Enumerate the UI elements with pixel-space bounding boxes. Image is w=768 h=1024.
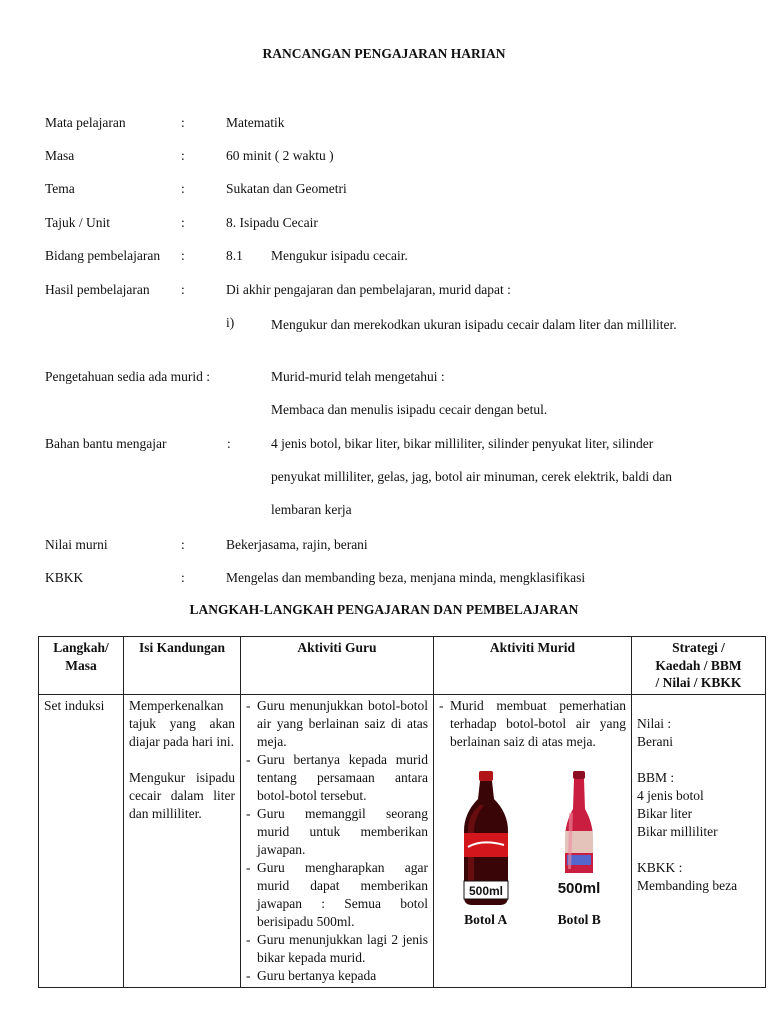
- bottle-b-image: [551, 769, 607, 909]
- prior-intro: Murid-murid telah mengetahui :: [271, 369, 445, 384]
- header-teacher: Aktiviti Guru: [241, 637, 434, 695]
- area-text: Mengukur isipadu cecair.: [271, 248, 408, 263]
- colon: :: [181, 181, 185, 196]
- bottle-a-image: [458, 769, 514, 909]
- student-activity: - Murid membuat pemerhatian terhadap botol-botol air yang berlainan saiz di atas meja.: [439, 697, 626, 751]
- bottle-a-label: 500ml: [468, 883, 503, 898]
- teacher-activity: - Guru bertanya kepada: [246, 967, 428, 985]
- subject-value: Matematik: [226, 115, 285, 130]
- bottle-a-caption: Botol A: [464, 911, 508, 927]
- teacher-activity: - Guru menunjukkan botol-botol air yang berlainan saiz di atas meja.: [246, 697, 428, 751]
- outcome-item-text: Mengukur dan merekodkan ukuran isipadu cecair dalam liter dan milliliter.: [271, 317, 677, 332]
- strategy-kbkk-value: Membanding beza: [637, 877, 738, 893]
- cell-student: [434, 694, 632, 987]
- info-materials-2: [45, 469, 735, 489]
- info-area: [45, 248, 735, 268]
- theme-value: Sukatan dan Geometri: [226, 181, 347, 196]
- info-unit: [45, 215, 735, 235]
- info-outcome: [45, 282, 735, 302]
- outcome-item-number: i): [226, 315, 235, 330]
- values-value: Bekerjasama, rajin, berani: [226, 537, 368, 552]
- cell-step: Set induksi: [39, 694, 124, 987]
- strategy-bbm-label: BBM :: [637, 769, 675, 785]
- materials-line-3: lembaran kerja: [271, 502, 352, 517]
- outcome-text: Di akhir pengajaran dan pembelajaran, murid dapat :: [226, 282, 511, 297]
- bottle-b-caption: Botol B: [557, 911, 601, 927]
- info-materials-3: [45, 502, 735, 522]
- header-content: Isi Kandungan: [124, 637, 241, 695]
- colon: :: [181, 570, 185, 585]
- info-theme: [45, 181, 735, 201]
- teacher-activity: - Guru memanggil seorang murid untuk memberikan jawapan.: [246, 805, 428, 859]
- materials-line-1: 4 jenis botol, bikar liter, bikar milliliter, silinder penyukat liter, silinder: [271, 436, 654, 451]
- bottle-b-label: 500ml: [557, 879, 601, 897]
- strategy-bbm-item: Bikar liter: [637, 805, 693, 821]
- teacher-activity: - Guru bertanya kepada murid tentang persamaan antara botol-botol tersebut.: [246, 751, 428, 805]
- theme-label: Tema: [45, 181, 75, 196]
- unit-value: 8. Isipadu Cecair: [226, 215, 318, 230]
- info-subject: [45, 115, 735, 135]
- time-label: Masa: [45, 148, 75, 163]
- header-strategy-line-1: Strategi /: [672, 640, 725, 655]
- strategy-nilai-label: Nilai :: [637, 715, 672, 731]
- cell-teacher: [241, 694, 434, 987]
- colon: :: [181, 148, 185, 163]
- content-topic: Mengukur isipadu cecair dalam liter dan milliliter.: [129, 769, 235, 821]
- bottle-a: [451, 769, 521, 929]
- colon: :: [181, 248, 185, 263]
- values-label: Nilai murni: [45, 537, 108, 552]
- prior-detail: Membaca dan menulis isipadu cecair dengan betul.: [271, 402, 548, 417]
- info-kbkk: [45, 570, 735, 590]
- bottle-images: [439, 769, 626, 929]
- subject-label: Mata pelajaran: [45, 115, 126, 130]
- table-header-row: [39, 637, 766, 695]
- section-title: LANGKAH-LANGKAH PENGAJARAN DAN PEMBELAJARAN: [189, 602, 579, 617]
- lesson-table: [38, 636, 766, 988]
- colon: :: [227, 436, 231, 451]
- info-values: [45, 537, 735, 557]
- colon: :: [181, 215, 185, 230]
- content-intro: Memperkenalkan tajuk yang akan diajar pada hari ini.: [129, 697, 235, 749]
- header-strategy-line-2: Kaedah / BBM: [655, 657, 742, 673]
- teacher-activity: - Guru mengharapkan agar murid dapat memberikan jawapan : Semua botol berisipadu 500ml.: [246, 859, 428, 931]
- header-student: Aktiviti Murid: [434, 637, 632, 695]
- strategy-bbm-item: 4 jenis botol: [637, 787, 704, 803]
- bottle-b: [544, 769, 614, 929]
- unit-label: Tajuk / Unit: [45, 215, 111, 230]
- cell-content: [124, 694, 241, 987]
- table-row: [39, 694, 766, 987]
- strategy-nilai-value: Berani: [637, 733, 673, 749]
- colon: :: [181, 537, 185, 552]
- header-step-line-1: Langkah/: [53, 640, 109, 655]
- outcome-label: Hasil pembelajaran: [45, 282, 150, 297]
- cell-strategy: [632, 694, 766, 987]
- kbkk-value: Mengelas dan membanding beza, menjana minda, mengklasifikasi: [226, 570, 586, 585]
- header-strategy-line-3: / Nilai / KBKK: [655, 675, 742, 690]
- teacher-activity: - Guru menunjukkan lagi 2 jenis bikar kepada murid.: [246, 931, 428, 967]
- info-time: [45, 148, 735, 168]
- colon: :: [181, 282, 185, 297]
- info-prior-detail: [45, 402, 735, 422]
- header-step: [39, 637, 124, 695]
- prior-label: Pengetahuan sedia ada murid :: [45, 369, 210, 384]
- info-materials: [45, 436, 735, 456]
- strategy-kbkk-label: KBKK :: [637, 859, 683, 875]
- area-number: 8.1: [226, 248, 243, 263]
- materials-line-2: penyukat milliliter, gelas, jag, botol air minuman, cerek elektrik, baldi dan: [271, 469, 672, 484]
- header-step-line-2: Masa: [65, 657, 97, 673]
- info-outcome-item: [45, 315, 735, 355]
- info-prior: [45, 369, 735, 389]
- time-value: 60 minit ( 2 waktu ): [226, 148, 334, 163]
- kbkk-label: KBKK: [45, 570, 84, 585]
- colon: :: [181, 115, 185, 130]
- materials-label: Bahan bantu mengajar: [45, 436, 167, 451]
- area-label: Bidang pembelajaran: [45, 248, 161, 263]
- header-strategy: [632, 637, 766, 695]
- strategy-bbm-item: Bikar milliliter: [637, 823, 718, 839]
- page-title: RANCANGAN PENGAJARAN HARIAN: [262, 46, 506, 61]
